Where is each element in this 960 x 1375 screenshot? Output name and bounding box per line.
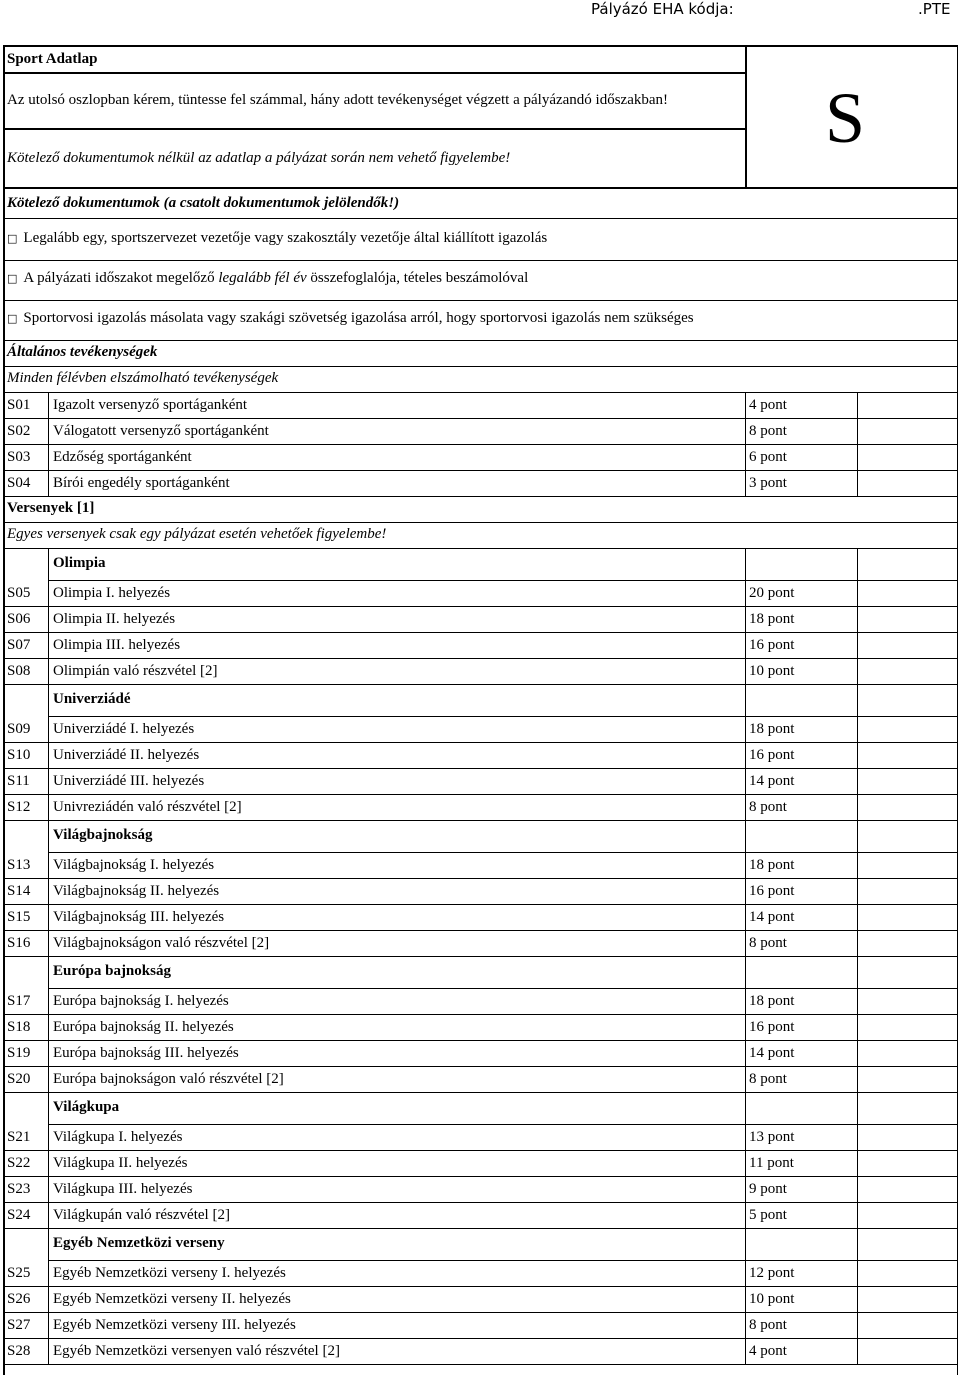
checkbox-icon[interactable]: □ xyxy=(7,272,18,285)
rule-line xyxy=(3,522,958,523)
column-divider xyxy=(745,392,746,496)
column-divider xyxy=(857,548,858,1364)
item-points: 16 pont xyxy=(749,747,795,763)
item-label: Univreziádén való részvétel [2] xyxy=(53,799,242,815)
count-input-cell[interactable] xyxy=(859,1152,955,1175)
required-doc-text: Sportorvosi igazolás másolata vagy szakági szövetség igazolása arról, hogy sportorvosi igazolás nem szükséges xyxy=(23,310,694,326)
count-input-cell[interactable] xyxy=(859,1178,955,1201)
item-label: Egyéb Nemzetközi verseny III. helyezés xyxy=(53,1317,296,1333)
rule-line xyxy=(3,956,958,957)
rule-line xyxy=(3,1092,958,1093)
item-points: 8 pont xyxy=(749,799,787,815)
count-input-cell[interactable] xyxy=(859,718,955,741)
item-label: Világbajnokság II. helyezés xyxy=(53,883,220,899)
rule-line xyxy=(3,684,958,685)
item-label: Európa bajnokság II. helyezés xyxy=(53,1019,234,1035)
item-points: 10 pont xyxy=(749,1291,795,1307)
rule-line xyxy=(3,444,958,445)
page-header xyxy=(0,0,960,24)
count-input-cell[interactable] xyxy=(859,990,955,1013)
count-input-cell[interactable] xyxy=(859,1068,955,1091)
item-label: Egyéb Nemzetközi versenyen való részvétel [2] xyxy=(53,1343,340,1359)
item-points: 18 pont xyxy=(749,611,795,627)
item-label: Világbajnokság I. helyezés xyxy=(53,857,215,873)
item-code: S18 xyxy=(7,1019,31,1035)
item-points: 13 pont xyxy=(749,1129,795,1145)
rule-line xyxy=(3,1176,958,1177)
item-points: 20 pont xyxy=(749,585,795,601)
rule-line xyxy=(48,988,958,989)
item-points: 8 pont xyxy=(749,1317,787,1333)
group-heading: Univerziádé xyxy=(53,691,131,707)
count-input-cell[interactable] xyxy=(859,770,955,793)
item-label: Univerziádé III. helyezés xyxy=(53,773,205,789)
rule-line xyxy=(48,1260,958,1261)
item-label: Válogatott versenyző sportáganként xyxy=(53,423,269,439)
count-input-cell[interactable] xyxy=(859,796,955,819)
competitions-subheading: Egyes versenyek csak egy pályázat esetén vehetőek figyelembe! xyxy=(7,526,387,542)
item-code: S22 xyxy=(7,1155,31,1171)
item-label: Egyéb Nemzetközi verseny II. helyezés xyxy=(53,1291,291,1307)
item-points: 8 pont xyxy=(749,1071,787,1087)
rule-line xyxy=(3,218,958,219)
item-points: 16 pont xyxy=(749,637,795,653)
item-code: S10 xyxy=(7,747,31,763)
item-code: S06 xyxy=(7,611,31,627)
rule-line xyxy=(3,1228,958,1229)
rule-line xyxy=(48,852,958,853)
item-label: Egyéb Nemzetközi verseny I. helyezés xyxy=(53,1265,286,1281)
count-input-cell[interactable] xyxy=(859,446,955,469)
group-heading: Világbajnokság xyxy=(53,827,153,843)
item-points: 12 pont xyxy=(749,1265,795,1281)
item-label: Olimpia II. helyezés xyxy=(53,611,176,627)
item-label: Világkupán való részvétel [2] xyxy=(53,1207,230,1223)
item-code: S09 xyxy=(7,721,31,737)
rule-line xyxy=(3,187,958,189)
rule-line xyxy=(3,418,958,419)
item-label: Világkupa II. helyezés xyxy=(53,1155,188,1171)
item-label: Univerziádé I. helyezés xyxy=(53,721,195,737)
item-label: Világkupa III. helyezés xyxy=(53,1181,193,1197)
item-points: 9 pont xyxy=(749,1181,787,1197)
item-code: S27 xyxy=(7,1317,31,1333)
competitions-heading: Versenyek [1] xyxy=(7,500,95,516)
rule-line xyxy=(3,606,958,607)
item-label: Olimpia I. helyezés xyxy=(53,585,171,601)
item-code: S28 xyxy=(7,1343,31,1359)
rule-line xyxy=(3,1150,958,1151)
item-code: S20 xyxy=(7,1071,31,1087)
item-label: Világbajnokságon való részvétel [2] xyxy=(53,935,270,951)
required-doc-item xyxy=(7,268,528,289)
rule-line xyxy=(3,300,958,301)
item-points: 4 pont xyxy=(749,1343,787,1359)
count-input-cell[interactable] xyxy=(859,906,955,929)
rule-line xyxy=(3,1202,958,1203)
count-input-cell[interactable] xyxy=(859,472,955,495)
count-input-cell[interactable] xyxy=(859,1016,955,1039)
column-divider xyxy=(48,548,49,1364)
instruction-text: Az utolsó oszlopban kérem, tüntesse fel számmal, hány adott tevékenységet végzett a pályázandó időszakban! xyxy=(7,92,669,108)
item-code: S23 xyxy=(7,1181,31,1197)
rule-line xyxy=(3,1040,958,1041)
count-input-cell[interactable] xyxy=(859,1288,955,1311)
item-points: 6 pont xyxy=(749,449,787,465)
item-label: Univerziádé II. helyezés xyxy=(53,747,200,763)
group-heading: Olimpia xyxy=(53,555,106,571)
required-doc-text-part: legalább fél év xyxy=(218,270,307,286)
item-points: 14 pont xyxy=(749,909,795,925)
item-points: 14 pont xyxy=(749,773,795,789)
item-code: S01 xyxy=(7,397,31,413)
item-code: S25 xyxy=(7,1265,31,1281)
checkbox-icon[interactable]: □ xyxy=(7,312,18,325)
rule-line xyxy=(3,366,958,367)
rule-line xyxy=(3,878,958,879)
count-input-cell[interactable] xyxy=(859,608,955,631)
count-input-cell[interactable] xyxy=(859,744,955,767)
rule-line xyxy=(3,1312,958,1313)
item-points: 18 pont xyxy=(749,857,795,873)
count-input-cell[interactable] xyxy=(859,1126,955,1149)
item-points: 14 pont xyxy=(749,1045,795,1061)
item-code: S26 xyxy=(7,1291,31,1307)
rule-line xyxy=(3,340,958,341)
item-code: S02 xyxy=(7,423,31,439)
item-code: S13 xyxy=(7,857,31,873)
count-input-cell[interactable] xyxy=(859,854,955,877)
count-input-cell[interactable] xyxy=(859,1262,955,1285)
rule-line xyxy=(48,580,958,581)
required-doc-text-part: összefoglalója, tételes beszámolóval xyxy=(306,270,529,286)
table-border-top xyxy=(3,45,958,47)
eha-code-label: Pályázó EHA kódja: xyxy=(591,0,734,18)
item-code: S17 xyxy=(7,993,31,1009)
rule-line xyxy=(3,392,958,393)
item-points: 5 pont xyxy=(749,1207,787,1223)
column-divider xyxy=(857,392,858,496)
count-input-cell[interactable] xyxy=(859,660,955,683)
count-input-cell[interactable] xyxy=(859,1314,955,1337)
item-points: 3 pont xyxy=(749,475,787,491)
column-divider xyxy=(48,392,49,496)
item-code: S05 xyxy=(7,585,31,601)
count-input-cell[interactable] xyxy=(859,420,955,443)
count-input-cell[interactable] xyxy=(859,394,955,417)
group-heading: Világkupa xyxy=(53,1099,120,1115)
item-points: 18 pont xyxy=(749,993,795,1009)
item-points: 11 pont xyxy=(749,1155,794,1171)
item-code: S07 xyxy=(7,637,31,653)
docs-heading: Kötelező dokumentumok (a csatolt dokumentumok jelölendők!) xyxy=(7,195,400,211)
item-code: S12 xyxy=(7,799,31,815)
rule-line xyxy=(3,1364,958,1365)
item-label: Igazolt versenyző sportáganként xyxy=(53,397,248,413)
rule-line xyxy=(48,716,958,717)
count-input-cell[interactable] xyxy=(859,1340,955,1363)
general-subheading: Minden félévben elszámolható tevékenységek xyxy=(7,370,279,386)
rule-line xyxy=(3,768,958,769)
item-points: 16 pont xyxy=(749,883,795,899)
eha-code-suffix: .PTE xyxy=(918,0,951,18)
item-code: S15 xyxy=(7,909,31,925)
rule-line xyxy=(3,904,958,905)
checkbox-icon[interactable]: □ xyxy=(7,232,18,245)
rule-line xyxy=(3,820,958,821)
count-input-cell[interactable] xyxy=(859,880,955,903)
rule-line xyxy=(3,548,958,549)
column-divider xyxy=(745,548,746,1364)
item-code: S19 xyxy=(7,1045,31,1061)
item-label: Európa bajnokság I. helyezés xyxy=(53,993,229,1009)
item-label: Európa bajnokság III. helyezés xyxy=(53,1045,239,1061)
item-points: 8 pont xyxy=(749,935,787,951)
group-heading: Egyéb Nemzetközi verseny xyxy=(53,1235,225,1251)
item-label: Világbajnokság III. helyezés xyxy=(53,909,225,925)
general-heading: Általános tevékenységek xyxy=(7,344,158,360)
required-doc-item xyxy=(7,228,547,249)
rule-line xyxy=(3,1338,958,1339)
group-heading: Európa bajnokság xyxy=(53,963,171,979)
rule-line xyxy=(48,1124,958,1125)
count-input-cell[interactable] xyxy=(859,582,955,605)
item-points: 18 pont xyxy=(749,721,795,737)
rule-line xyxy=(3,1066,958,1067)
letter-box-border xyxy=(745,45,747,187)
item-code: S24 xyxy=(7,1207,31,1223)
count-input-cell[interactable] xyxy=(859,1042,955,1065)
rule-line xyxy=(3,470,958,471)
item-code: S08 xyxy=(7,663,31,679)
rule-line xyxy=(3,658,958,659)
rule-line xyxy=(3,742,958,743)
required-doc-text-part: A pályázati időszakot megelőző xyxy=(23,270,219,286)
item-code: S16 xyxy=(7,935,31,951)
item-points: 4 pont xyxy=(749,397,787,413)
item-label: Olimpia III. helyezés xyxy=(53,637,181,653)
item-code: S14 xyxy=(7,883,31,899)
count-input-cell[interactable] xyxy=(859,634,955,657)
item-code: S21 xyxy=(7,1129,31,1145)
count-input-cell[interactable] xyxy=(859,932,955,955)
item-points: 8 pont xyxy=(749,423,787,439)
item-points: 10 pont xyxy=(749,663,795,679)
sheet-title: Sport Adatlap xyxy=(7,51,98,67)
item-label: Világkupa I. helyezés xyxy=(53,1129,183,1145)
rule-line xyxy=(3,632,958,633)
rule-line xyxy=(3,1014,958,1015)
count-input-cell[interactable] xyxy=(859,1204,955,1227)
item-code: S11 xyxy=(7,773,30,789)
category-letter: S xyxy=(825,78,866,158)
item-label: Bírói engedély sportáganként xyxy=(53,475,230,491)
rule-line xyxy=(3,930,958,931)
rule-line xyxy=(3,72,746,74)
item-label: Európa bajnokságon való részvétel [2] xyxy=(53,1071,284,1087)
required-doc-item xyxy=(7,308,694,329)
required-doc-text: Legalább egy, sportszervezet vezetője vagy szakosztály vezetője által kiállított igazolás xyxy=(23,230,548,246)
item-label: Olimpián való részvétel [2] xyxy=(53,663,218,679)
item-points: 16 pont xyxy=(749,1019,795,1035)
rule-line xyxy=(3,260,958,261)
item-code: S04 xyxy=(7,475,31,491)
item-label: Edzőség sportáganként xyxy=(53,449,192,465)
rule-line xyxy=(3,128,746,130)
rule-line xyxy=(3,496,958,497)
rule-line xyxy=(3,794,958,795)
rule-line xyxy=(3,1286,958,1287)
warning-text: Kötelező dokumentumok nélkül az adatlap a pályázat során nem vehető figyelembe! xyxy=(7,150,511,166)
item-code: S03 xyxy=(7,449,31,465)
